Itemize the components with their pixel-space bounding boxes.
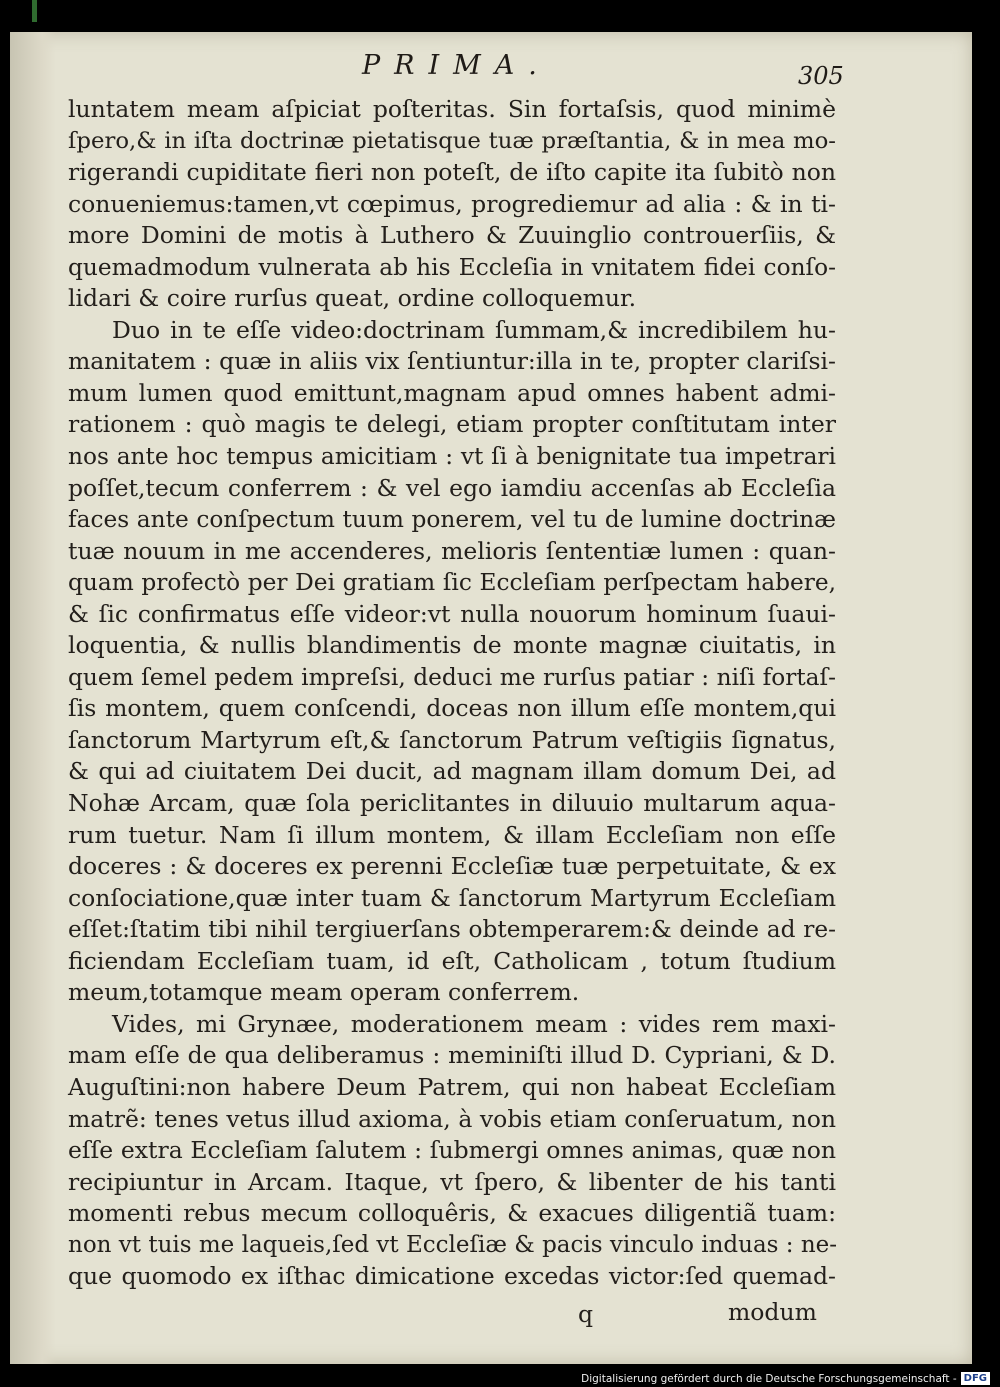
text-line: meum,totamque meam operam conferrem. [68, 978, 580, 1007]
page-fold-shadow [10, 32, 56, 1364]
text-line: que quomodo ex iſthac dimicatione excedas victor:ſed quemad- [68, 1262, 836, 1291]
text-line: eſſet:ſtatim tibi nihil tergiuerſans obtemperarem:& deinde ad re- [68, 916, 836, 944]
text-line: rationem : quò magis te delegi, etiam propter conſtitutam inter [68, 410, 836, 439]
text-line: Duo in te eſſe video:doctrinam ſummam,& incredibilem hu- [112, 315, 836, 344]
text-line: lidari & coire rurſus queat, ordine colloquemur. [68, 284, 637, 313]
text-line: matrẽ: tenes vetus illud axioma, à vobis etiam conſeruatum, non [68, 1104, 836, 1133]
text-line: quem ſemel pedem impreſsi, deduci me rurſus patiar : niſi fortaſ- [68, 663, 836, 691]
running-title: PRIMA. [362, 50, 551, 81]
text-line: luntatem meam aſpiciat poſteritas. Sin fortaſsis, quod minimè [68, 95, 836, 123]
text-line: & ſic confirmatus eſſe videor:vt nulla nouorum hominum ſuaui- [68, 599, 836, 628]
text-line: mum lumen quod emittunt,magnam apud omnes habent admi- [68, 378, 836, 407]
text-line: nos ante hoc tempus amicitiam : vt ſi à benignitate tua impetrari [68, 443, 836, 471]
body-text [68, 94, 836, 1293]
text-line: non vt tuis me laqueis,ſed vt Eccleſiæ & pacis vinculo induas : ne- [68, 1231, 838, 1258]
text-line: & qui ad ciuitatem Dei ducit, ad magnam illam domum Dei, ad [68, 757, 836, 786]
text-line: Nohæ Arcam, quæ ſola periclitantes in diluuio multarum aqua- [68, 789, 836, 818]
catchword: modum [728, 1298, 817, 1326]
footer [581, 1372, 990, 1385]
book-page [10, 32, 972, 1364]
text-line: conueniemus:tamen,vt cœpimus, progrediemur ad alia : & in ti- [68, 189, 836, 218]
text-line: tuæ nouum in me accenderes, melioris ſententiæ lumen : quan- [68, 536, 836, 565]
text-line: Auguſtini:non habere Deum Patrem, qui non habeat Eccleſiam [68, 1072, 836, 1101]
text-line: ſis montem, quem conſcendi, doceas non illum eſſe montem,qui [68, 694, 836, 723]
text-line: Vides, mi Grynæe, moderationem meam : vides rem maxi- [112, 1009, 836, 1038]
text-line: momenti rebus mecum colloquêris, & exacues diligentiã tuam: [68, 1199, 836, 1228]
text-line: manitatem : quæ in aliis vix ſentiuntur:illa in te, propter clariſsi- [68, 347, 836, 376]
text-line: faces ante conſpectum tuum ponerem, vel tu de lumine doctrinæ [68, 506, 836, 534]
text-line: eſſe extra Eccleſiam ſalutem : ſubmergi omnes animas, quæ non [68, 1136, 836, 1165]
text-line: poſſet,tecum conferrem : & vel ego iamdiu accenſas ab Eccleſia [68, 473, 836, 502]
text-line: quemadmodum vulnerata ab his Eccleſia in vnitatem fidei conſo- [68, 253, 836, 281]
signature-mark: q [578, 1300, 594, 1328]
text-line: doceres : & doceres ex perenni Eccleſiæ tuæ perpetuitate, & ex [68, 852, 836, 881]
text-line: loquentia, & nullis blandimentis de monte magnæ ciuitatis, in [68, 631, 836, 660]
text-line: ſpero,& in iſta doctrinæ pietatisque tuæ præſtantia, & in mea mo- [68, 127, 836, 154]
text-line: rigerandi cupiditate fieri non poteſt, de iſto capite ita ſubitò non [68, 158, 836, 187]
text-line: rum tuetur. Nam ſi illum montem, & illam Eccleſiam non eſſe [68, 820, 836, 849]
text-line: ficiendam Eccleſiam tuam, id eſt, Catholicam , totum ſtudium [68, 946, 836, 975]
text-line: conſociatione,quæ inter tuam & ſanctorum Martyrum Eccleſiam [68, 883, 836, 912]
text-line: more Domini de motis à Luthero & Zuuinglio controuerſiis, & [68, 221, 836, 250]
page-number: 305 [798, 62, 844, 90]
text-line: ſanctorum Martyrum eſt,& ſanctorum Patrum veſtigiis ſignatus, [68, 725, 836, 754]
dfg-logo: DFG [961, 1372, 990, 1385]
text-line: mam eſſe de qua deliberamus : meminiſti illud D. Cypriani, & D. [68, 1041, 836, 1070]
funding-note: Digitalisierung gefördert durch die Deutsche Forschungsgemeinschaft - [581, 1372, 957, 1385]
text-line: quam profectò per Dei gratiam ſic Eccleſiam perſpectam habere, [68, 569, 836, 597]
green-page-edge [32, 0, 37, 22]
text-line: recipiuntur in Arcam. Itaque, vt ſpero, & libenter de his tanti [68, 1167, 836, 1196]
